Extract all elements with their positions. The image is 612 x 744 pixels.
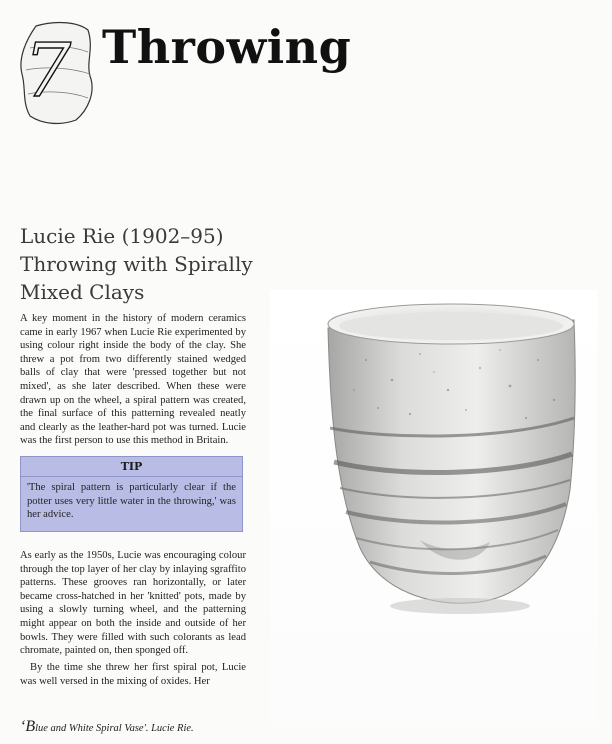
body-paragraph: By the time she threw her first spiral pot, Lucie was well versed in the mixing of oxides. Her bbox=[20, 662, 246, 687]
article-heading-line: Throwing with Spirally bbox=[20, 252, 253, 276]
tip-text: 'The spiral pattern is particularly clear if the potter uses very little water in the throwing,' was her advice. bbox=[27, 482, 236, 521]
photo-caption bbox=[20, 718, 194, 736]
caption-text: lue and White Spiral Vase'. Lucie Rie. bbox=[35, 723, 194, 734]
vase-photograph bbox=[270, 290, 598, 726]
body-paragraph: A key moment in the history of modern ceramics came in early 1967 when Lucie Rie experimented by using colour right inside the body of the clay. She threw a pot from two differently stained wedged balls of clay that were 'pressed together but not mixed', as she later described. When these were drawn up on the wheel, a spiral pattern was created, the final surface of this patterning revealed neatly and clearly as the leather-hard pot was turned. Lucie was the first person to use this method in Britain. bbox=[20, 313, 246, 447]
chapter-title: Throwing bbox=[102, 20, 352, 74]
tip-label: TIP bbox=[21, 457, 242, 477]
tip-box bbox=[20, 456, 243, 532]
body-paragraph: As early as the 1950s, Lucie was encouraging colour through the top layer of her clay by inlaying sgraffito patterns. These grooves ran horizontally, or later became cross-hatched in her 'knitted' pots, made by using a slowly turning wheel, and the patterning might appear on both the inside and outside of her bowls. They were filled with such colorants as lead chromate, painted on, then sponged off. bbox=[20, 550, 246, 657]
chapter-number-badge bbox=[16, 18, 98, 126]
article-heading bbox=[20, 222, 260, 306]
article-heading-line: Lucie Rie (1902–95) bbox=[20, 224, 224, 248]
caption-initial: ‘B bbox=[20, 718, 36, 735]
vase-illustration bbox=[270, 290, 598, 726]
chapter-number: 7 bbox=[24, 28, 72, 114]
article-heading-line: Mixed Clays bbox=[20, 280, 145, 304]
